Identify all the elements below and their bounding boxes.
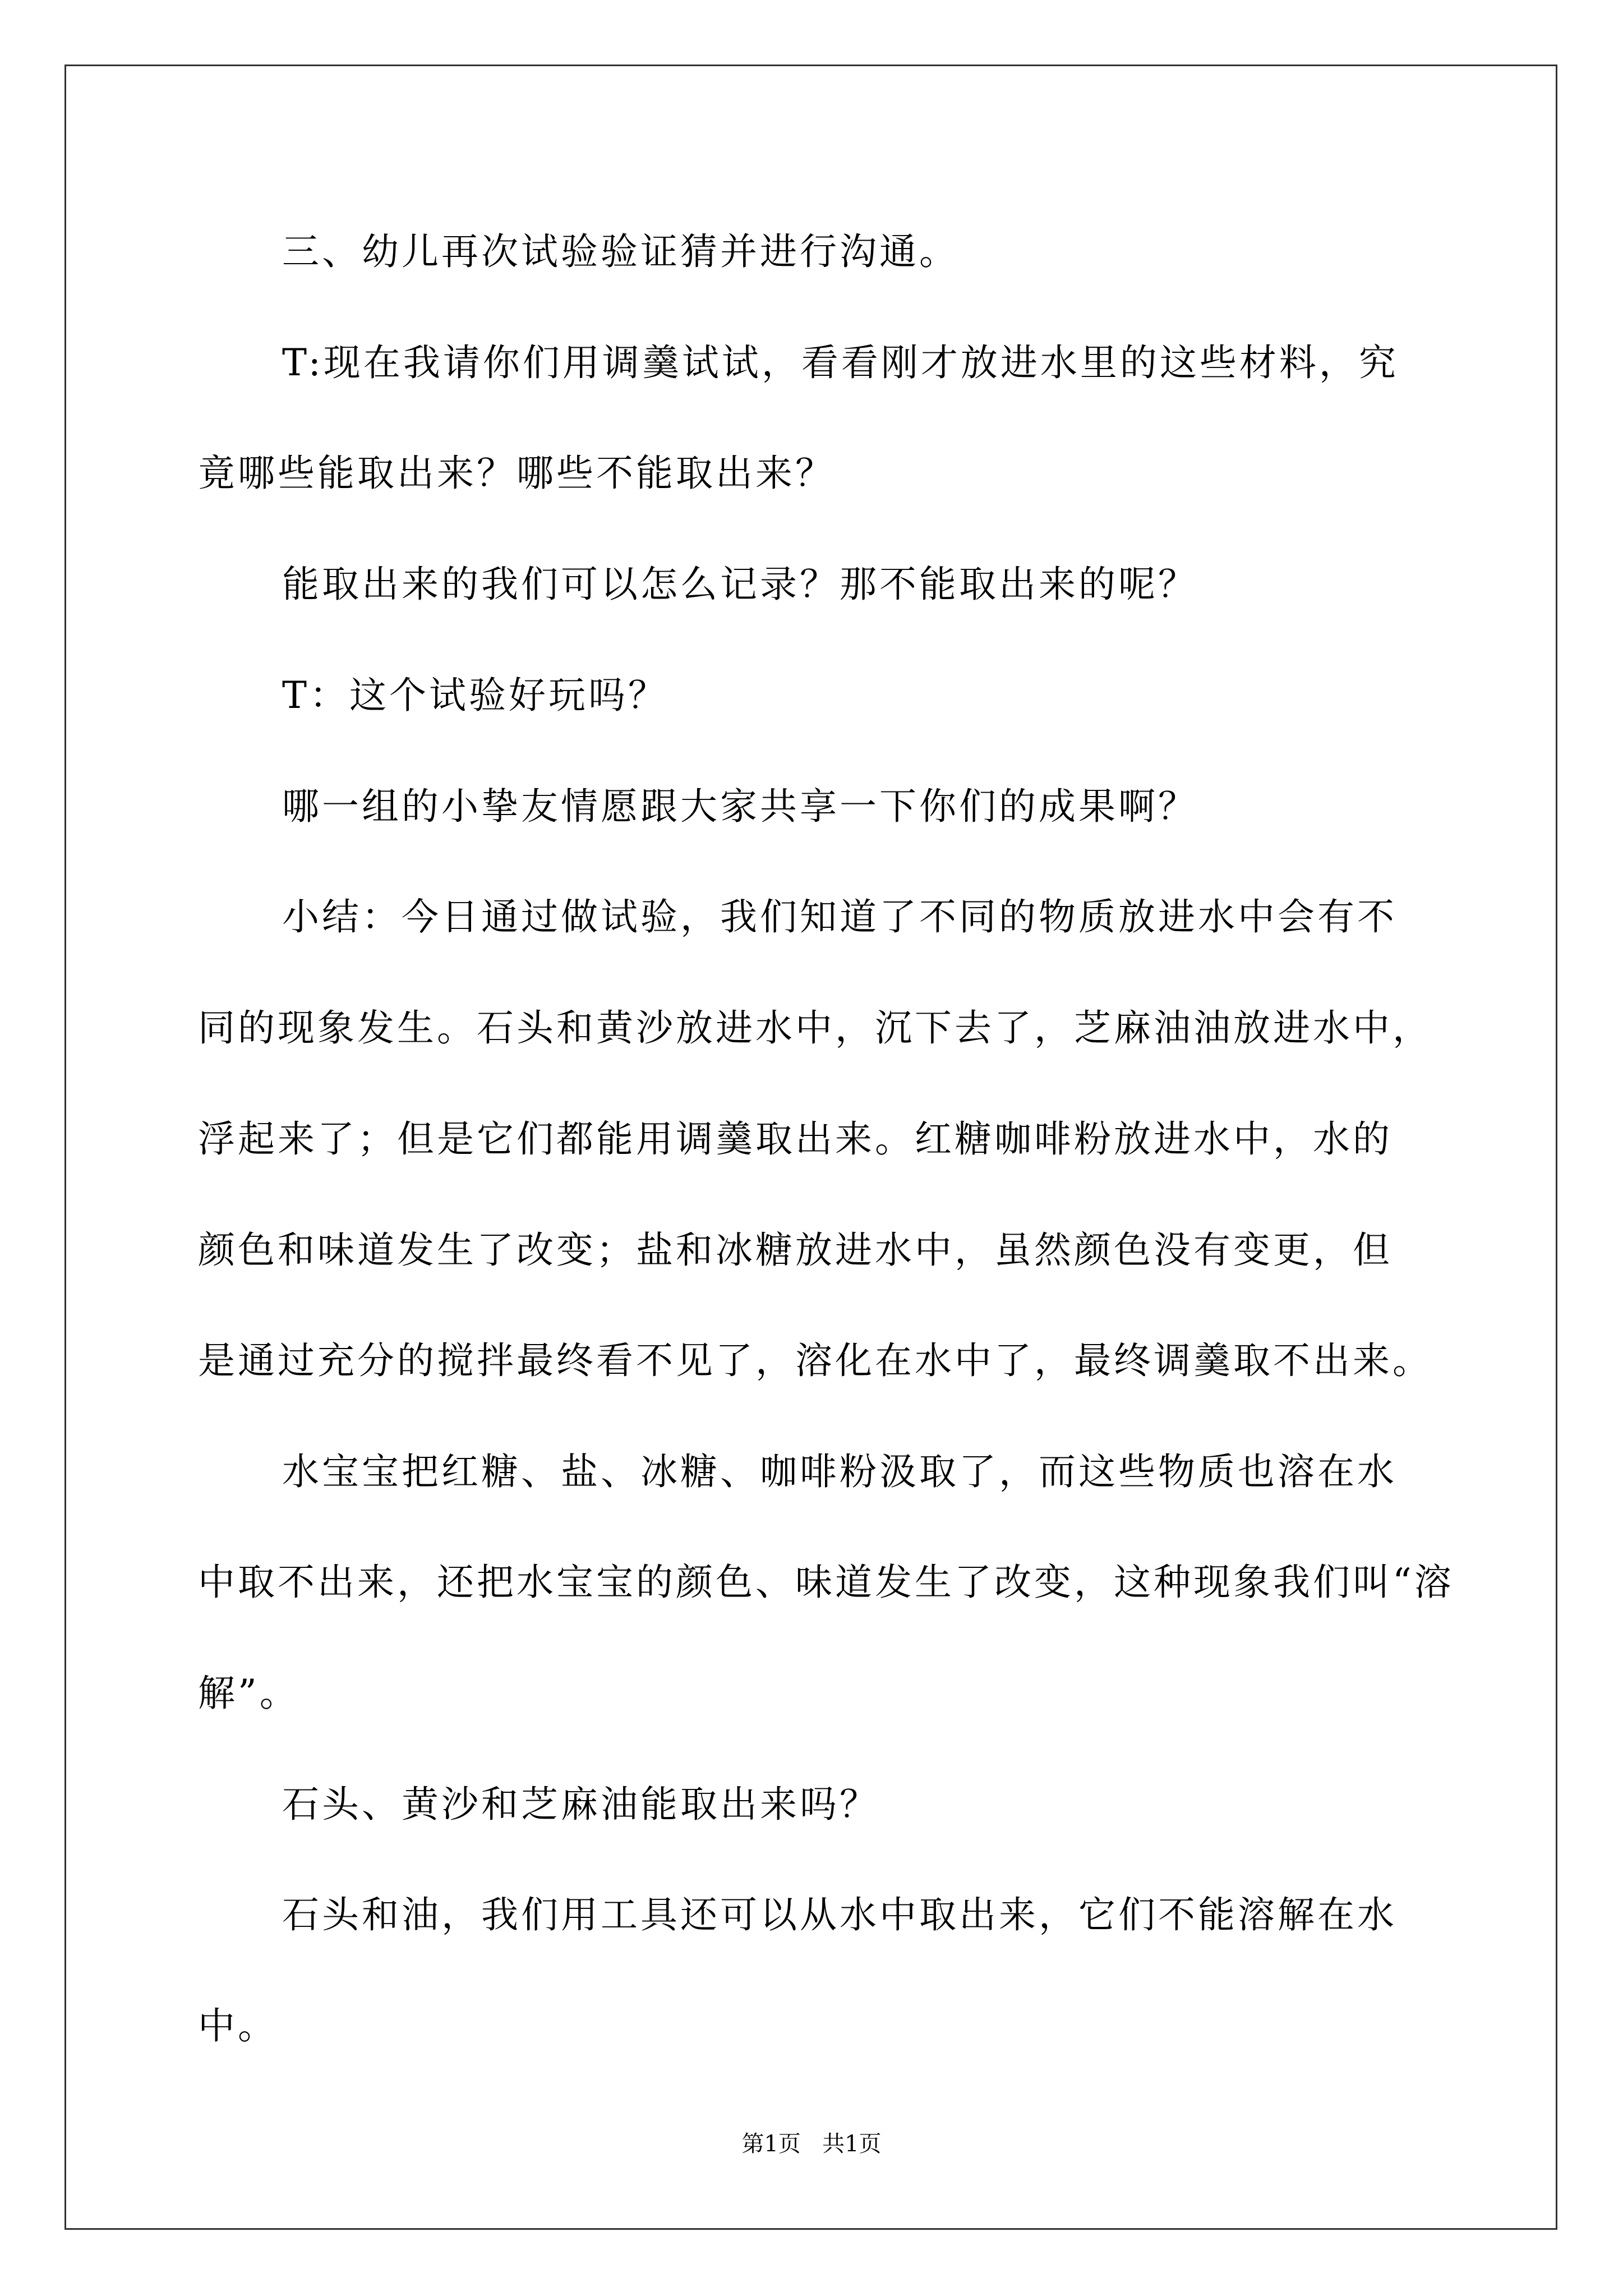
page-footer <box>0 2126 1623 2158</box>
paragraph-line: T：这个试验好玩吗？ <box>282 674 668 717</box>
paragraph-line: 水宝宝把红糖、盐、冰糖、咖啡粉汲取了，而这些物质也溶在水 <box>282 1450 1397 1493</box>
paragraph-line: 能取出来的我们可以怎么记录？那不能取出来的呢？ <box>282 563 1198 606</box>
paragraph-line: 石头、黄沙和芝麻油能取出来吗？ <box>282 1783 879 1826</box>
paragraph-line: 是通过充分的搅拌最终看不见了，溶化在水中了，最终调羹取不出来。 <box>198 1339 1432 1382</box>
paragraph-line: 竟哪些能取出来？哪些不能取出来？ <box>198 452 835 495</box>
paragraph-line: 中取不出来，还把水宝宝的颜色、味道发生了改变，这种现象我们叫“溶 <box>198 1561 1454 1604</box>
paragraph-line: 浮起来了；但是它们都能用调羹取出来。红糖咖啡粉放进水中，水的 <box>198 1117 1393 1161</box>
paragraph-line: 解”。 <box>198 1672 299 1715</box>
paragraph-line: T:现在我请你们用调羹试试，看看刚才放进水里的这些材料，究 <box>282 341 1399 384</box>
paragraph-line: 石头和油，我们用工具还可以从水中取出来，它们不能溶解在水 <box>282 1893 1397 1936</box>
page-total: 共1页 <box>822 2131 882 2157</box>
paragraph-line: 同的现象发生。石头和黄沙放进水中，沉下去了，芝麻油油放进水中， <box>198 1006 1432 1050</box>
page-number: 第1页 <box>741 2131 801 2157</box>
paragraph-line: 中。 <box>198 2004 278 2047</box>
paragraph-line: 小结：今日通过做试验，我们知道了不同的物质放进水中会有不 <box>282 895 1397 938</box>
paragraph-line: 哪一组的小挚友情愿跟大家共享一下你们的成果啊？ <box>282 785 1198 828</box>
paragraph-line: 颜色和味道发生了改变；盐和冰糖放进水中，虽然颜色没有变更，但 <box>198 1228 1393 1272</box>
paragraph-line: 三、幼儿再次试验验证猜并进行沟通。 <box>282 230 959 273</box>
